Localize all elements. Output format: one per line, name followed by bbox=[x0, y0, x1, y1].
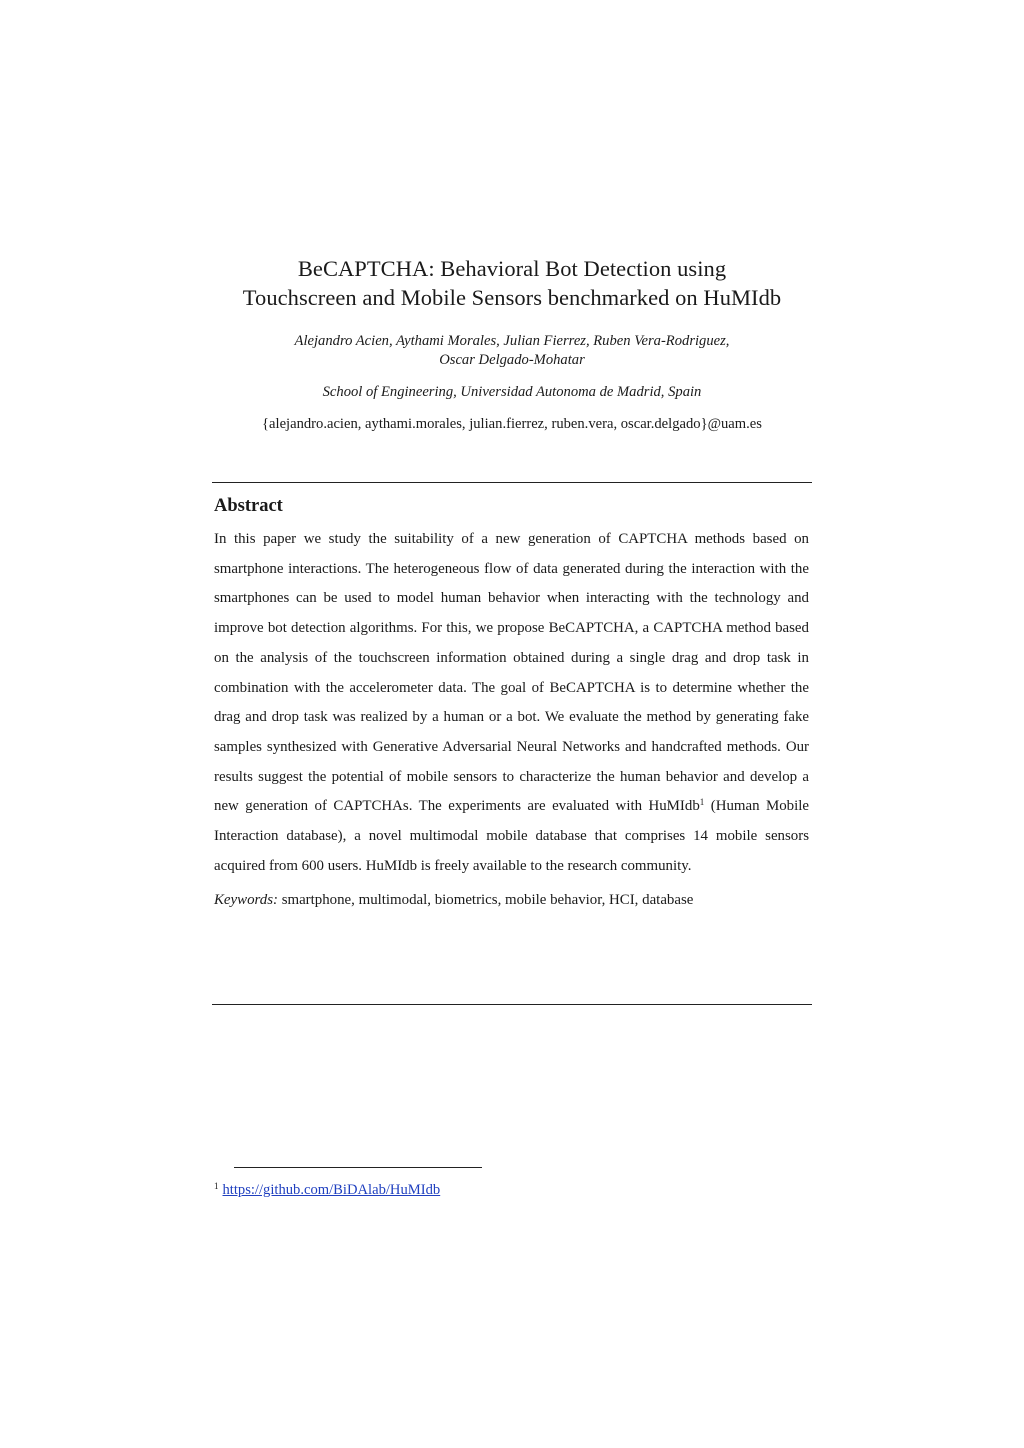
authors-line-2: Oscar Delgado-Mohatar bbox=[439, 352, 585, 368]
footnote-separator bbox=[234, 1167, 482, 1168]
title-block bbox=[200, 254, 824, 434]
affiliation: School of Engineering, Universidad Autonoma de Madrid, Spain bbox=[322, 384, 702, 400]
authors-line-1: Alejandro Acien, Aythami Morales, Julian Fierrez, Ruben Vera-Rodriguez, bbox=[294, 333, 730, 349]
footnote-link[interactable]: https://github.com/BiDAlab/HuMIdb bbox=[222, 1182, 441, 1198]
footnote-marker: 1 bbox=[214, 1181, 219, 1191]
abstract-text-part-2: (Human Mobile Interaction database), a novel multimodal mobile database that comprises 14 mobile sensors acquired from 600 users. HuMIdb is freely available to the research community. bbox=[214, 798, 809, 874]
abstract-section bbox=[214, 493, 809, 910]
author-list bbox=[200, 332, 824, 370]
abstract-footnote-marker: 1 bbox=[699, 797, 705, 808]
abstract-heading: Abstract bbox=[214, 496, 283, 516]
keywords-list: smartphone, multimodal, biometrics, mobile behavior, HCI, database bbox=[277, 892, 694, 909]
keywords bbox=[214, 890, 809, 910]
keywords-label: Keywords: bbox=[214, 892, 278, 909]
paper-title-line-2: Touchscreen and Mobile Sensors benchmarked on HuMIdb bbox=[242, 285, 782, 310]
abstract-bottom-rule bbox=[212, 1004, 812, 1005]
paper-title-line-1: BeCAPTCHA: Behavioral Bot Detection using bbox=[297, 256, 727, 281]
footnote bbox=[214, 1177, 440, 1200]
author-emails: {alejandro.acien, aythami.morales, julian.fierrez, ruben.vera, oscar.delgado}@uam.es bbox=[262, 416, 762, 432]
abstract-top-rule bbox=[212, 482, 812, 483]
abstract-body bbox=[214, 525, 809, 881]
abstract-text-part-1: In this paper we study the suitability of a new generation of CAPTCHA methods based on smartphone interactions. The heterogeneous flow of data generated during the interaction with the smartphones can be used to model human behavior when interacting with the technology and improve bot detection algorithms. For this, we propose BeCAPTCHA, a CAPTCHA method based on the analysis of the touchscreen information obtained during a single drag and drop task in combination with the accelerometer data. The goal of BeCAPTCHA is to determine whether the drag and drop task was realized by a human or a bot. We evaluate the method by generating fake samples synthesized with Generative Adversarial Neural Networks and handcrafted methods. Our results suggest the potential of mobile sensors to characterize the human behavior and develop a new generation of CAPTCHAs. The experiments are evaluated with HuMIdb bbox=[214, 531, 809, 815]
